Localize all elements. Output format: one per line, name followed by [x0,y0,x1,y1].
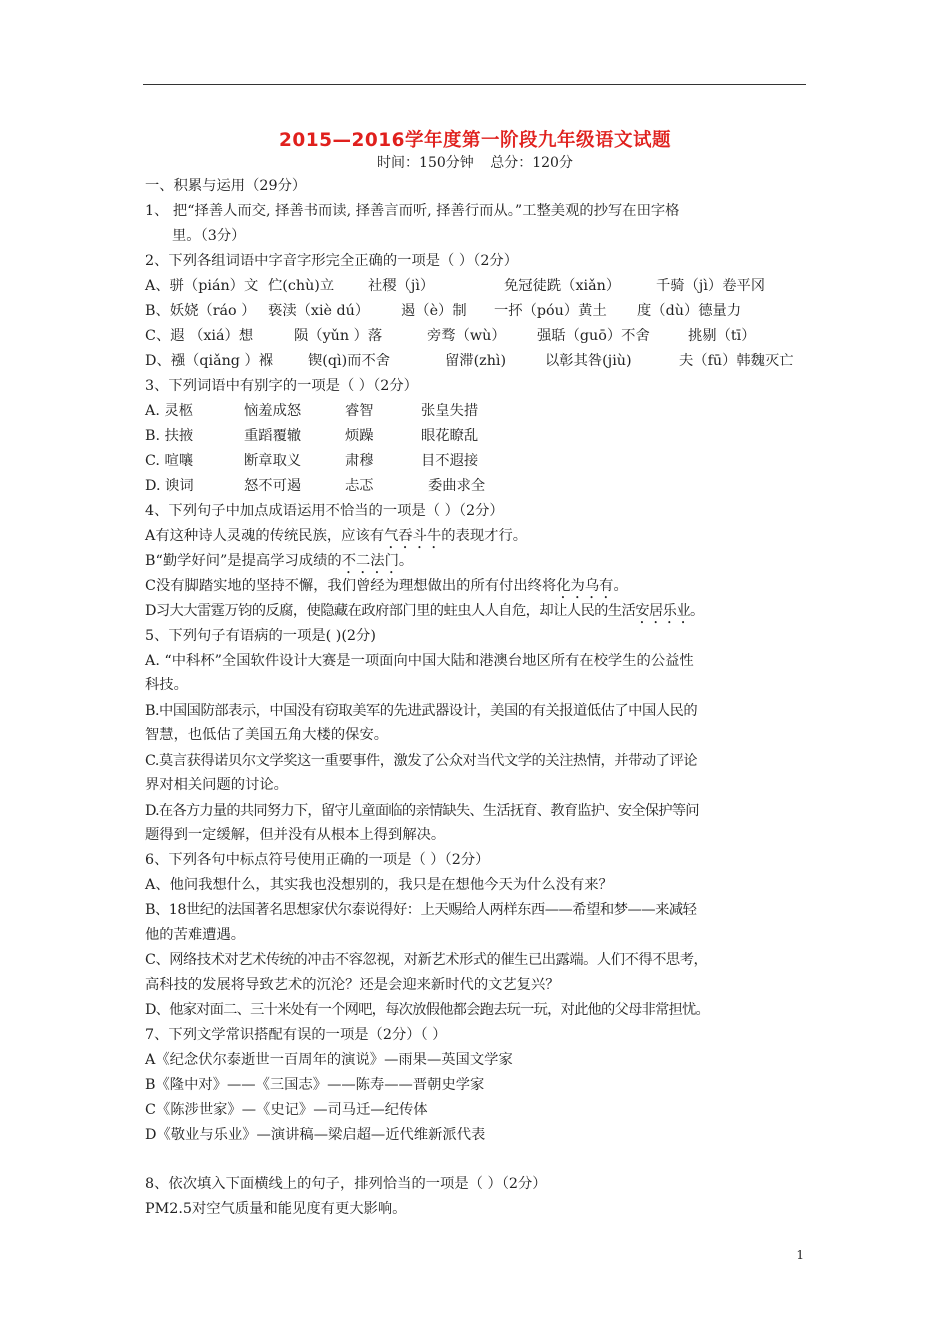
question-3-option-b [145,427,807,445]
question-6-option-b: B、18世纪的法国著名思想家伏尔泰说得好：上天赐给人两样东西——希望和梦——来减轻 [145,902,697,918]
option-term: 一抔（póu）黄土 [494,303,607,319]
exam-score: 总分：120分 [490,155,573,171]
question-1: 1、 把“择善人而交, 择善书而读, 择善言而听, 择善行而从。”工整美观的抄写在田字格 [145,203,680,219]
option-term: 锲(qì)而不舍 [308,353,391,369]
question-2: 2、下列各组词语中字音字形完全正确的一项是（ ）（2分） [145,253,519,269]
option-term: 重蹈覆辙 [244,428,302,444]
page-number: 1 [796,1248,804,1262]
option-text: B“勤学好问”是提高学习成绩的 [145,553,342,569]
option-term: C. 喧嚷 [145,453,194,469]
question-5-option-a-cont: 科技。 [145,677,188,693]
question-6-option-d: D、他家对面二、三十米处有一个网吧，每次放假他都会跑去玩一玩，对此他的父母非常担忧。 [145,1002,710,1018]
exam-meta [0,152,950,172]
question-5-option-b-cont: 智慧，也低估了美国五角大楼的保安。 [145,727,389,743]
option-term: 遏（è）制 [401,303,467,319]
question-3: 3、下列词语中有别字的一项是（ ）（2分） [145,378,418,394]
question-4-option-a [145,527,807,552]
option-term: B、妖娆（ráo ） [145,303,256,319]
option-term: 怒不可遏 [244,478,302,494]
question-1-cont: 里。（3分） [172,228,246,244]
question-2-option-c [145,327,807,345]
question-4-option-d [145,602,807,627]
option-term: 睿智 [345,403,374,419]
question-2-option-d [145,352,807,370]
question-6-option-b-cont: 他的苦难遭遇。 [145,927,246,943]
question-5-option-c-cont: 界对相关问题的讨论。 [145,777,288,793]
question-6-option-c: C、网络技术对艺术传统的冲击不容忽视，对新艺术形式的催生已出露端。人们不得不思考， [145,952,708,968]
option-term: A、骈（pián）文 [145,278,259,294]
question-7-option-c: C《陈涉世家》—《史记》—司马迁—纪传体 [145,1102,428,1118]
section-heading: 一、积累与运用（29分） [145,178,307,194]
option-term: 社稷（jì） [368,278,435,294]
question-6: 6、下列各句中标点符号使用正确的一项是（ ）（2分） [145,852,490,868]
dotted-idiom: 安居乐业 [635,603,691,619]
option-text: 。 [690,603,704,619]
question-4-option-b [145,552,807,577]
dotted-idiom: 不二法门 [341,553,399,569]
question-5: 5、下列句子有语病的一项是( )(2分) [145,628,376,644]
question-7: 7、下列文学常识搭配有误的一项是（2分）（ ） [145,1027,447,1043]
option-term: 张皇失措 [421,403,479,419]
question-5-option-d-cont: 题得到一定缓解，但并没有从根本上得到解决。 [145,827,446,843]
option-term: 肃穆 [345,453,374,469]
question-2-option-b [145,302,807,320]
question-3-option-a [145,402,807,420]
option-term: 旁骛（wù） [427,328,506,344]
option-term: 目不遐接 [421,453,479,469]
option-term: 免冠徒跣（xiǎn） [504,278,621,294]
question-5-option-b: B.中国国防部表示，中国没有窃取美军的先进武器设计，美国的有关报道低估了中国人民的 [145,703,698,719]
question-7-option-b: B《隆中对》——《三国志》——陈寿——晋朝史学家 [145,1077,485,1093]
option-term: 委曲求全 [428,478,486,494]
question-2-option-a [145,277,807,295]
option-term: C、遐 （xiá）想 [145,328,254,344]
option-text: 。 [613,578,628,594]
option-term: 眼花瞭乱 [421,428,479,444]
option-term: 恼羞成怒 [244,403,302,419]
option-term: 夫（fū）韩魏灭亡 [679,353,794,369]
question-5-option-c: C.莫言获得诺贝尔文学奖这一重要事件，激发了公众对当代文学的关注热情，并带动了评论 [145,753,698,769]
option-term: 千骑（jì）卷平冈 [656,278,766,294]
question-3-option-d [145,477,807,495]
option-term: 挑剔（tī） [688,328,756,344]
dotted-idiom: 化为乌有 [556,578,614,594]
option-term: 伫(chù)立 [268,278,335,294]
exam-title: 2015—2016学年度第一阶段九年级语文试题 [279,130,671,151]
option-term: B. 扶掖 [145,428,194,444]
option-text: 的表现才行。 [441,528,528,544]
option-term: 断章取义 [244,453,302,469]
question-5-option-d: D.在各方力量的共同努力下，留守儿童面临的亲情缺失、生活抚育、教育监护、安全保护等问 [145,803,699,819]
question-7-option-d: D《敬业与乐业》—演讲稿—梁启超—近代维新派代表 [145,1127,486,1143]
option-term: 强聒（guō）不舍 [537,328,650,344]
question-8: 8、依次填入下面横线上的句子，排列恰当的一项是（ ）（2分） [145,1176,547,1192]
question-7-option-a: A《纪念伏尔泰逝世一百周年的演说》—雨果—英国文学家 [145,1052,513,1068]
option-term: 亵渎（xiè dú） [268,303,370,319]
option-text: A有这种诗人灵魂的传统民族，应该有 [145,528,385,544]
question-4-option-c [145,577,807,602]
option-term: A. 灵柩 [145,403,194,419]
option-text: C没有脚踏实地的坚持不懈，我们曾经为理想做出的所有付出终将 [145,578,557,594]
question-3-option-c [145,452,807,470]
option-term: 留滞(zhì) [445,353,507,369]
option-term: 烦躁 [345,428,374,444]
exam-time: 时间：150分钟 [377,155,474,171]
option-term: 忐忑 [345,478,374,494]
option-term: D、襁（qiǎng ）褓 [145,353,274,369]
question-6-option-a: A、他问我想什么，其实我也没想别的，我只是在想他今天为什么没有来？ [145,877,613,893]
option-term: 以彰其咎(jiù) [545,353,632,369]
dotted-idiom: 气吞斗牛 [384,528,442,544]
question-5-option-a: A. “中科杯”全国软件设计大赛是一项面向中国大陆和港澳台地区所有在校学生的公益性 [145,653,694,669]
option-term: 陨（yǔn ）落 [294,328,383,344]
option-term: D. 谀词 [145,478,194,494]
option-text: D习大大雷霆万钧的反腐，使隐藏在政府部门里的蛀虫人人自危，却让人民的生活 [145,603,636,619]
option-term: 度（dù）德量力 [637,303,742,319]
option-text: 。 [398,553,414,569]
question-6-option-c-cont: 高科技的发展将导致艺术的沉沦？还是会迎来新时代的文艺复兴？ [145,977,560,993]
header-rule [143,84,806,85]
question-4: 4、下列句子中加点成语运用不恰当的一项是（ ）（2分） [145,503,504,519]
question-8-text: PM2.5对空气质量和能见度有更大影响。 [145,1201,407,1217]
